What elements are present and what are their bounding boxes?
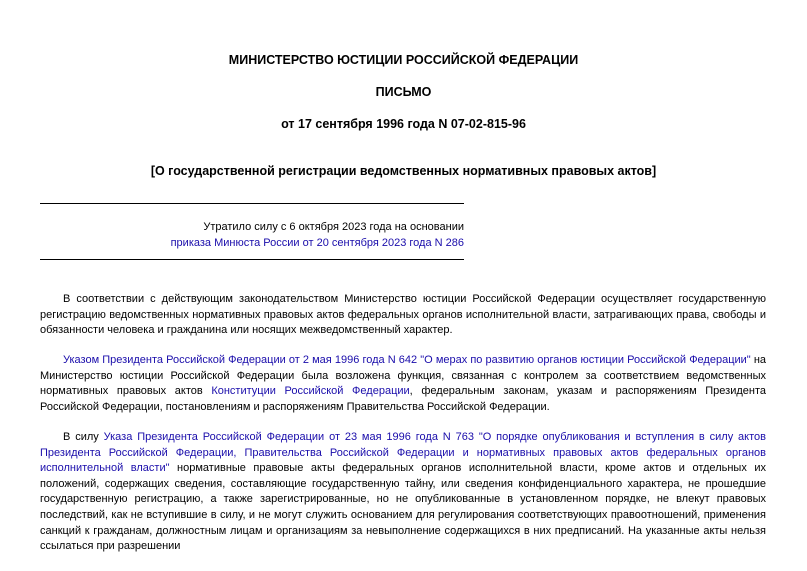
document-title: [О государственной регистрации ведомственных нормативных правовых актов] [150,164,657,178]
paragraph-3-text-1: В силу [63,431,104,443]
decree-642-link[interactable]: Указом Президента Российской Федерации от 2 мая 1996 года N 642 "О мерах по развитию органов юстиции Российской Федерации" [63,354,751,366]
document-date-number: от 17 сентября 1996 года N 07-02-815-96 [281,117,526,131]
paragraph-3 [40,430,766,555]
divider-bottom [40,259,464,260]
ministry-heading: МИНИСТЕРСТВО ЮСТИЦИИ РОССИЙСКОЙ ФЕДЕРАЦИИ [228,53,579,67]
divider-top [40,203,464,204]
decree-763-link[interactable]: Указа Президента Российской Федерации от 23 мая 1996 года N 763 "О порядке опубликования и вступления в силу актов Президента Российской Федерации, Правительства Российской Федерации и нормативных правовых актов федеральных органов исполнительной власти" [40,431,766,475]
status-note-text: Утратило силу с 6 октября 2023 года на основании [203,221,464,233]
paragraph-2 [40,353,766,415]
document-type: ПИСЬМО [375,85,432,99]
constitution-link[interactable]: Конституции Российской Федерации [211,385,410,398]
repeal-order-link[interactable]: приказа Минюста России от 20 сентября 2023 года N 286 [170,237,464,249]
status-note-link-line [40,235,464,251]
paragraph-2-text-1: на Министерство юстиции Российской Федерации была возложена функция, связанная с контролем за соответствием ведомственных нормативных правовых актов [40,354,767,398]
paragraph-2-text-2: , федеральным законам, указам и распоряжениям Президента Российской Федерации, постановлениям и распоряжениям Правительства Российской Федерации. [40,385,766,413]
paragraph-1: В соответствии с действующим законодательством Министерство юстиции Российской Федерации осуществляет государственную регистрацию ведомственных нормативных правовых актов федеральных органов исполнительной власти, затрагивающих права, свободы и обязанности человека и гражданина или носящих межведомственный характер. [40,293,766,337]
paragraph-3-text-2: нормативные правовые акты федеральных органов исполнительной власти, кроме актов и отдельных их положений, содержащих сведения, составляющие государственную тайну, или сведения конфиденциального характера, не прошедшие государственную регистрацию, а также зарегистрированные, но не опубликованные в установленном порядке, не влекут правовых последствий, как не вступившие в силу, и не могут служить основанием для регулирования соответствующих правоотношений, применения санкций к гражданам, должностным лицам и организациям за невыполнение содержащихся в них предписаний. На указанные акты нельзя ссылаться при разрешении [40,462,766,553]
